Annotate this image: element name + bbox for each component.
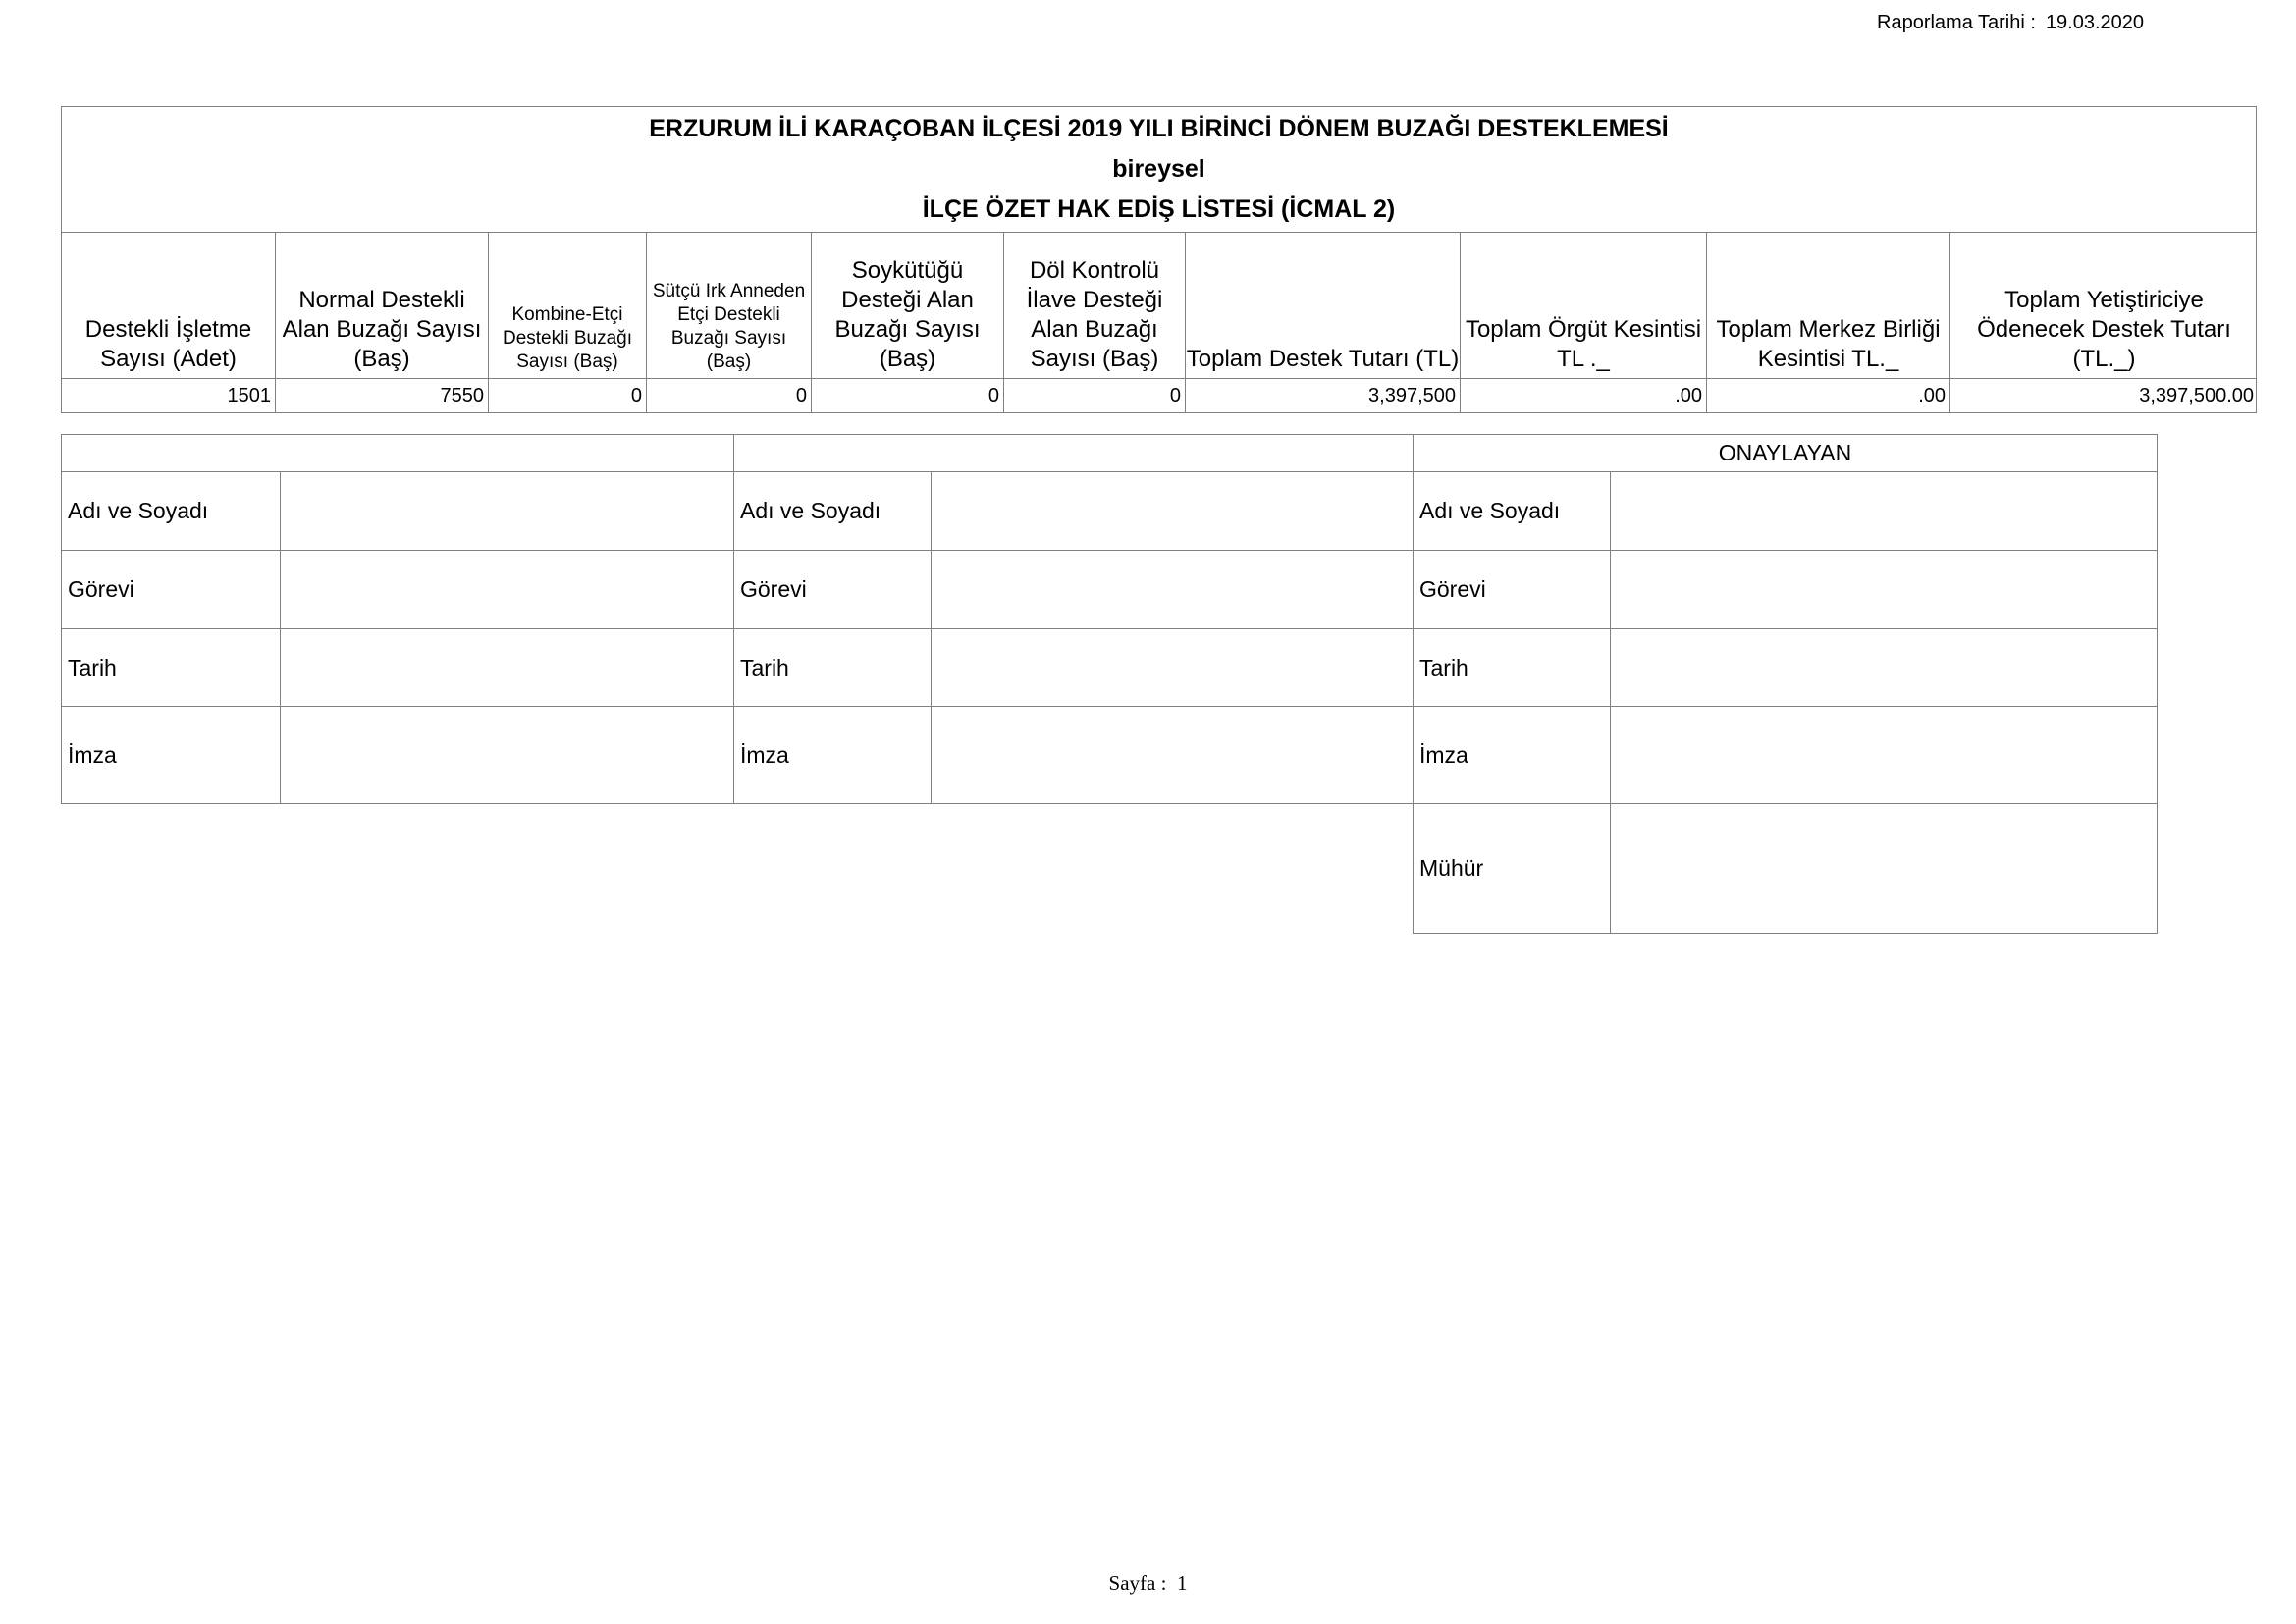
signature-label: Adı ve Soyadı	[1414, 472, 1611, 551]
value-cell: 0	[812, 379, 1004, 412]
signature-label: Adı ve Soyadı	[62, 472, 281, 551]
signature-field	[931, 551, 1413, 629]
value-cell: 0	[647, 379, 812, 412]
signature-table-approver	[1413, 434, 2158, 934]
table-row	[62, 378, 2256, 412]
signature-field	[1610, 551, 2157, 629]
report-date-value: 19.03.2020	[2045, 12, 2145, 33]
value-cell: 3,397,500	[1186, 379, 1461, 412]
title-line-3: İLÇE ÖZET HAK EDİŞ LİSTESİ (İCMAL 2)	[922, 195, 1396, 223]
column-header: Destekli İşletme Sayısı (Adet)	[62, 233, 276, 378]
column-header: Soykütüğü Desteği Alan Buzağı Sayısı (Baş)	[812, 233, 1004, 378]
signature-label: Görevi	[62, 551, 281, 629]
page-label: Sayfa :	[1108, 1571, 1167, 1595]
signature-field	[280, 707, 733, 804]
signature-field	[280, 472, 733, 551]
signature-field	[1610, 707, 2157, 804]
signature-label: Görevi	[1414, 551, 1611, 629]
signature-label: Tarih	[62, 629, 281, 707]
signature-field	[931, 629, 1413, 707]
value-cell: 0	[1004, 379, 1186, 412]
column-header: Toplam Örgüt Kesintisi TL ._	[1461, 233, 1707, 378]
signature-field	[1610, 629, 2157, 707]
column-header: Sütçü Irk Anneden Etçi Destekli Buzağı Sayısı (Baş)	[647, 233, 812, 378]
page-number: 1	[1176, 1571, 1188, 1595]
title-line-2: bireysel	[1112, 155, 1205, 183]
signature-label: Tarih	[1414, 629, 1611, 707]
value-cell: .00	[1461, 379, 1707, 412]
signature-field	[280, 629, 733, 707]
report-date	[1877, 12, 2144, 34]
summary-title	[62, 107, 2256, 232]
report-date-label: Raporlama Tarihi :	[1877, 12, 2036, 33]
column-header: Toplam Merkez Birliği Kesintisi TL._	[1707, 233, 1950, 378]
signature-field	[931, 472, 1413, 551]
column-header: Normal Destekli Alan Buzağı Sayısı (Baş)	[276, 233, 489, 378]
signature-field	[931, 707, 1413, 804]
signature-table-middle	[733, 434, 1414, 804]
title-line-1: ERZURUM İLİ KARAÇOBAN İLÇESİ 2019 YILI BİRİNCİ DÖNEM BUZAĞI DESTEKLEMESİ	[649, 115, 1669, 142]
signature-field	[280, 551, 733, 629]
signature-label: İmza	[1414, 707, 1611, 804]
signature-label: Mühür	[1414, 804, 1611, 934]
signature-header	[62, 435, 734, 472]
approver-header: ONAYLAYAN	[1414, 435, 2158, 472]
signature-label: Tarih	[734, 629, 932, 707]
seal-field	[1610, 804, 2157, 934]
column-header: Döl Kontrolü İlave Desteği Alan Buzağı Sayısı (Baş)	[1004, 233, 1186, 378]
signature-label: İmza	[734, 707, 932, 804]
signature-table-left	[61, 434, 734, 804]
signature-label: Adı ve Soyadı	[734, 472, 932, 551]
signature-field	[1610, 472, 2157, 551]
value-cell: 0	[489, 379, 647, 412]
value-cell: 3,397,500.00	[2139, 385, 2254, 406]
value-cell: 7550	[276, 379, 489, 412]
value-cell: .00	[1707, 379, 1950, 412]
column-header: Toplam Yetiştiriciye Ödenecek Destek Tutarı (TL._)	[1977, 287, 2231, 372]
column-headers	[62, 232, 2256, 378]
signature-label: İmza	[62, 707, 281, 804]
signature-label: Görevi	[734, 551, 932, 629]
signature-header	[734, 435, 1414, 472]
value-cell: 1501	[62, 379, 276, 412]
column-header: Toplam Destek Tutarı (TL)	[1186, 233, 1461, 378]
summary-table	[61, 106, 2257, 413]
page-footer	[0, 1571, 2296, 1596]
column-header: Kombine-Etçi Destekli Buzağı Sayısı (Baş)	[489, 233, 647, 378]
